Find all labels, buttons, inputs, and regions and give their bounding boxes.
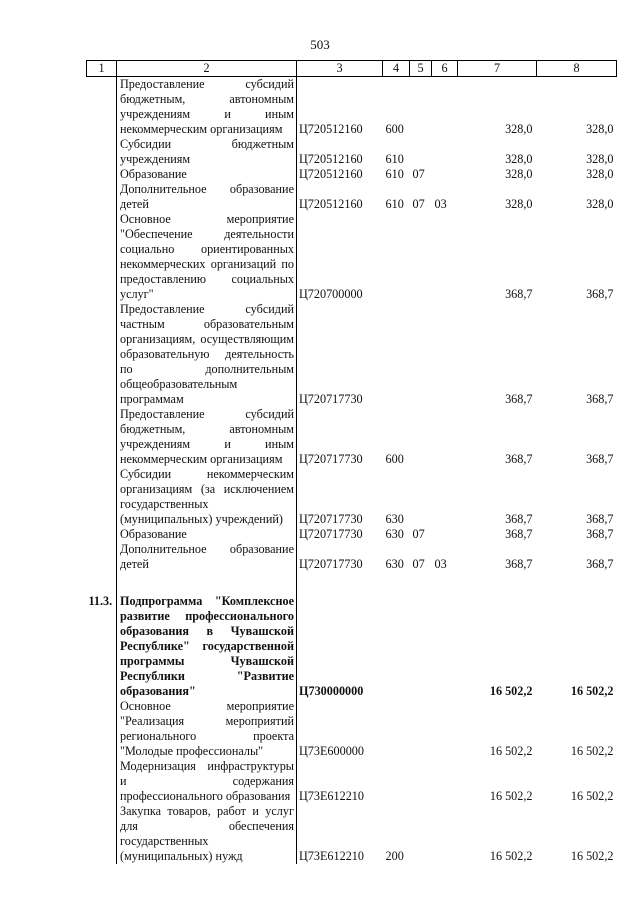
row-name-cell: Предоставление субсидий бюджетным, автономным учреждениям и иным некоммерческим организациям [117,77,297,138]
expense-type-cell [383,759,410,804]
subsection-cell [432,77,458,138]
table-row [87,542,617,572]
amount-cell-1: 368,7 [505,527,533,541]
amount-cell-1: 16 502,2 [489,789,533,803]
column-header-1: 1 [87,61,117,77]
amount-cell-1: 368,7 [505,392,533,406]
amount-cell-2: 328,0 [586,122,614,136]
table-row [87,182,617,212]
spacer-cell [117,572,297,594]
section-cell [410,77,432,138]
expense-type-cell: 600 [385,122,404,136]
table-row [87,137,617,167]
row-number-cell [87,212,117,302]
row-number-cell [87,137,117,167]
spacer-cell [383,572,410,594]
table-row [87,527,617,542]
expense-type-cell: 610 [385,152,404,166]
amount-cell-1: 368,7 [505,287,533,301]
target-code-cell: Ц730000000 [299,684,364,698]
column-header-6: 6 [432,61,458,77]
section-cell [410,594,432,699]
amount-cell-2: 368,7 [586,392,614,406]
amount-cell-2: 16 502,2 [570,684,614,698]
row-name-cell: Дополнительное образование детей [117,542,297,572]
amount-cell-2: 328,0 [586,167,614,181]
column-header-3: 3 [297,61,383,77]
amount-cell-1: 16 502,2 [489,684,533,698]
subsection-cell: 03 [434,557,447,571]
spacer-cell [87,572,117,594]
target-code-cell: Ц720717730 [299,512,363,526]
row-name-cell: Дополнительное образование детей [117,182,297,212]
expense-type-cell [383,302,410,407]
section-cell: 07 [412,197,425,211]
table-row [87,804,617,864]
target-code-cell: Ц73Е612210 [299,789,364,803]
subsection-cell [432,302,458,407]
expense-type-cell: 600 [385,452,404,466]
row-number-cell: 11.3. [87,594,117,699]
target-code-cell: Ц720700000 [299,287,363,301]
subsection-cell [432,759,458,804]
target-code-cell: Ц720717730 [299,452,363,466]
subsection-cell [432,699,458,759]
subsection-cell: 03 [434,197,447,211]
amount-cell-1: 328,0 [505,197,533,211]
section-cell [410,467,432,527]
row-number-cell [87,527,117,542]
spacer-cell [537,572,617,594]
section-cell [410,302,432,407]
target-code-cell: Ц720512160 [299,197,363,211]
amount-cell-1: 328,0 [505,167,533,181]
spacer-cell [297,572,383,594]
row-name-cell: Подпрограмма "Комплексное развитие профессионального образования в Чувашской Республике" государственной программы Чувашской Республики "Развитие образования" [117,594,297,699]
section-cell [410,212,432,302]
target-code-cell: Ц720512160 [299,152,363,166]
row-number-cell [87,182,117,212]
amount-cell-1: 16 502,2 [489,744,533,758]
subsection-cell [432,212,458,302]
row-number-cell [87,77,117,138]
row-number-cell [87,167,117,182]
row-name-cell: Субсидии некоммерческим организациям (за исключением государственных (муниципальных) учреждений) [117,467,297,527]
subsection-cell [432,167,458,182]
row-name-cell: Закупка товаров, работ и услуг для обеспечения государственных (муниципальных) нужд [117,804,297,864]
section-cell [410,804,432,864]
row-name-cell: Образование [117,167,297,182]
expense-type-cell: 630 [385,527,404,541]
section-cell [410,137,432,167]
row-number-cell [87,759,117,804]
row-number-cell [87,467,117,527]
row-number-cell [87,699,117,759]
spacer-cell [458,572,537,594]
target-code-cell: Ц720512160 [299,167,363,181]
spacer-cell [432,572,458,594]
amount-cell-2: 16 502,2 [570,849,614,863]
expense-type-cell [383,699,410,759]
table-row [87,212,617,302]
amount-cell-2: 16 502,2 [570,789,614,803]
expense-type-cell [383,594,410,699]
spacer-row [87,572,617,594]
column-header-7: 7 [458,61,537,77]
amount-cell-2: 328,0 [586,197,614,211]
row-name-cell: Предоставление субсидий частным образовательным организациям, осуществляющим образовательную деятельность по дополнительным общеобразовательным программам [117,302,297,407]
expense-type-cell: 630 [385,512,404,526]
table-body [87,77,617,865]
amount-cell-2: 368,7 [586,287,614,301]
table-row [87,167,617,182]
subsection-cell [432,407,458,467]
target-code-cell: Ц720717730 [299,392,363,406]
table-row [87,759,617,804]
section-cell: 07 [412,167,425,181]
table-row [87,407,617,467]
amount-cell-2: 368,7 [586,452,614,466]
table-row [87,594,617,699]
table-row [87,77,617,138]
row-name-cell: Образование [117,527,297,542]
subsection-cell [432,137,458,167]
column-header-8: 8 [537,61,617,77]
row-number-cell [87,542,117,572]
amount-cell-1: 328,0 [505,122,533,136]
amount-cell-1: 16 502,2 [489,849,533,863]
section-cell [410,699,432,759]
amount-cell-1: 328,0 [505,152,533,166]
spacer-cell [410,572,432,594]
column-header-5: 5 [410,61,432,77]
expense-type-cell: 630 [385,557,404,571]
expense-type-cell: 610 [385,167,404,181]
section-cell [410,759,432,804]
target-code-cell: Ц720717730 [299,527,363,541]
target-code-cell: Ц73Е612210 [299,849,364,863]
subsection-cell [432,594,458,699]
budget-table [86,60,617,864]
subsection-cell [432,527,458,542]
row-name-cell: Основное мероприятие "Реализация мероприятий регионального проекта "Молодые профессионалы" [117,699,297,759]
expense-type-cell [383,212,410,302]
row-name-cell: Модернизация инфраструктуры и содержания профессионального образования [117,759,297,804]
row-number-cell [87,302,117,407]
column-header-4: 4 [383,61,410,77]
amount-cell-2: 368,7 [586,512,614,526]
section-cell: 07 [412,527,425,541]
amount-cell-2: 368,7 [586,527,614,541]
subsection-cell [432,804,458,864]
target-code-cell: Ц720512160 [299,122,363,136]
subsection-cell [432,467,458,527]
table-row [87,302,617,407]
row-name-cell: Основное мероприятие "Обеспечение деятельности социально ориентированных некоммерческих организаций по предоставлению социальных услуг" [117,212,297,302]
row-number-cell [87,407,117,467]
table-row [87,467,617,527]
amount-cell-2: 16 502,2 [570,744,614,758]
row-name-cell: Предоставление субсидий бюджетным, автономным учреждениям и иным некоммерческим организациям [117,407,297,467]
row-name-cell: Субсидии бюджетным учреждениям [117,137,297,167]
expense-type-cell: 610 [385,197,404,211]
section-cell: 07 [412,557,425,571]
section-cell [410,407,432,467]
target-code-cell: Ц73Е600000 [299,744,364,758]
table-row [87,699,617,759]
amount-cell-2: 368,7 [586,557,614,571]
target-code-cell: Ц720717730 [299,557,363,571]
amount-cell-1: 368,7 [505,512,533,526]
page-number: 503 [310,37,330,52]
column-header-2: 2 [117,61,297,77]
amount-cell-1: 368,7 [505,557,533,571]
column-number-header-row [87,61,617,77]
expense-type-cell: 200 [385,849,404,863]
amount-cell-2: 328,0 [586,152,614,166]
row-number-cell [87,804,117,864]
amount-cell-1: 368,7 [505,452,533,466]
